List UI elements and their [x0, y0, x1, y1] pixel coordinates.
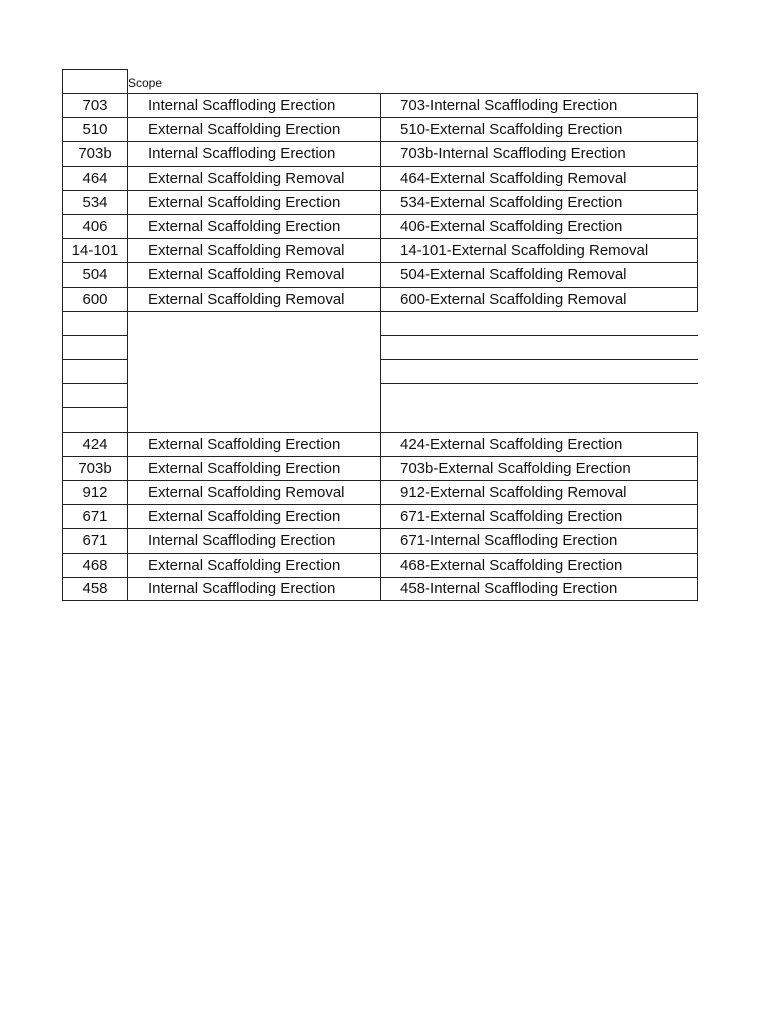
- combined-cell[interactable]: 671-Internal Scaffloding Erection: [381, 528, 698, 552]
- scope-cell[interactable]: External Scaffolding Erection: [128, 214, 381, 238]
- id-cell[interactable]: 510: [62, 117, 128, 141]
- combined-cell[interactable]: 703-Internal Scaffloding Erection: [381, 93, 698, 117]
- combined-cell[interactable]: 671-External Scaffolding Erection: [381, 504, 698, 528]
- combined-cell[interactable]: [381, 335, 698, 359]
- header-id-cell[interactable]: [62, 69, 128, 93]
- table-row: [62, 166, 698, 190]
- id-cell[interactable]: [62, 335, 128, 359]
- scope-cell[interactable]: [128, 335, 381, 359]
- empty-row: [62, 383, 698, 407]
- combined-cell[interactable]: 458-Internal Scaffloding Erection: [381, 577, 698, 601]
- scope-cell[interactable]: [128, 311, 381, 335]
- combined-cell[interactable]: 534-External Scaffolding Erection: [381, 190, 698, 214]
- empty-row: [62, 407, 698, 431]
- scope-cell[interactable]: External Scaffolding Erection: [128, 504, 381, 528]
- scope-cell[interactable]: External Scaffolding Removal: [128, 287, 381, 311]
- id-cell[interactable]: 671: [62, 504, 128, 528]
- empty-row: [62, 335, 698, 359]
- id-cell[interactable]: [62, 359, 128, 383]
- scope-cell[interactable]: [128, 383, 381, 407]
- combined-cell[interactable]: 600-External Scaffolding Removal: [381, 287, 698, 311]
- scope-cell[interactable]: [128, 407, 381, 431]
- table-row: [62, 262, 698, 286]
- combined-cell[interactable]: 464-External Scaffolding Removal: [381, 166, 698, 190]
- table-row: [62, 287, 698, 311]
- id-cell[interactable]: 703b: [62, 141, 128, 165]
- id-cell[interactable]: 14-101: [62, 238, 128, 262]
- id-cell[interactable]: [62, 383, 128, 407]
- header-row: [62, 69, 698, 93]
- table-row: [62, 577, 698, 601]
- scope-cell[interactable]: Internal Scaffloding Erection: [128, 528, 381, 552]
- id-cell[interactable]: [62, 407, 128, 431]
- combined-cell[interactable]: [381, 311, 698, 335]
- id-cell[interactable]: 600: [62, 287, 128, 311]
- combined-cell[interactable]: [381, 383, 698, 407]
- scope-cell[interactable]: [128, 359, 381, 383]
- table-row: [62, 480, 698, 504]
- id-cell[interactable]: 424: [62, 432, 128, 456]
- scope-cell[interactable]: External Scaffolding Removal: [128, 262, 381, 286]
- scope-cell[interactable]: External Scaffolding Erection: [128, 456, 381, 480]
- combined-cell[interactable]: 468-External Scaffolding Erection: [381, 553, 698, 577]
- scope-cell[interactable]: External Scaffolding Erection: [128, 117, 381, 141]
- table-row: [62, 504, 698, 528]
- combined-cell[interactable]: 424-External Scaffolding Erection: [381, 432, 698, 456]
- id-cell[interactable]: 671: [62, 528, 128, 552]
- scope-cell[interactable]: Internal Scaffloding Erection: [128, 93, 381, 117]
- combined-cell[interactable]: [381, 407, 698, 431]
- id-cell[interactable]: 464: [62, 166, 128, 190]
- scope-cell[interactable]: Internal Scaffloding Erection: [128, 141, 381, 165]
- id-cell[interactable]: 703b: [62, 456, 128, 480]
- id-cell[interactable]: [62, 311, 128, 335]
- empty-row: [62, 359, 698, 383]
- scope-cell[interactable]: External Scaffolding Removal: [128, 238, 381, 262]
- id-cell[interactable]: 534: [62, 190, 128, 214]
- table-row: [62, 117, 698, 141]
- table-row: [62, 238, 698, 262]
- combined-cell[interactable]: 504-External Scaffolding Removal: [381, 262, 698, 286]
- id-cell[interactable]: 406: [62, 214, 128, 238]
- scope-cell[interactable]: External Scaffolding Erection: [128, 553, 381, 577]
- id-cell[interactable]: 504: [62, 262, 128, 286]
- spreadsheet-table: [62, 69, 698, 601]
- table-row: [62, 528, 698, 552]
- combined-cell[interactable]: [381, 359, 698, 383]
- scope-cell[interactable]: External Scaffolding Erection: [128, 432, 381, 456]
- id-cell[interactable]: 912: [62, 480, 128, 504]
- scope-cell[interactable]: External Scaffolding Erection: [128, 190, 381, 214]
- combined-cell[interactable]: 703b-Internal Scaffloding Erection: [381, 141, 698, 165]
- table-row: [62, 214, 698, 238]
- scope-header: Scope: [128, 76, 163, 90]
- table-row: [62, 190, 698, 214]
- id-cell[interactable]: 468: [62, 553, 128, 577]
- table-row: [62, 456, 698, 480]
- combined-cell[interactable]: 912-External Scaffolding Removal: [381, 480, 698, 504]
- combined-cell[interactable]: 510-External Scaffolding Erection: [381, 117, 698, 141]
- scope-cell[interactable]: External Scaffolding Removal: [128, 480, 381, 504]
- scope-cell[interactable]: Internal Scaffloding Erection: [128, 577, 381, 601]
- table-row: [62, 93, 698, 117]
- empty-row: [62, 311, 698, 335]
- combined-cell[interactable]: 703b-External Scaffolding Erection: [381, 456, 698, 480]
- id-cell[interactable]: 458: [62, 577, 128, 601]
- combined-cell[interactable]: 14-101-External Scaffolding Removal: [381, 238, 698, 262]
- table-row: [62, 553, 698, 577]
- table-row: [62, 432, 698, 456]
- combined-cell[interactable]: 406-External Scaffolding Erection: [381, 214, 698, 238]
- table-row: [62, 141, 698, 165]
- id-cell[interactable]: 703: [62, 93, 128, 117]
- scope-cell[interactable]: External Scaffolding Removal: [128, 166, 381, 190]
